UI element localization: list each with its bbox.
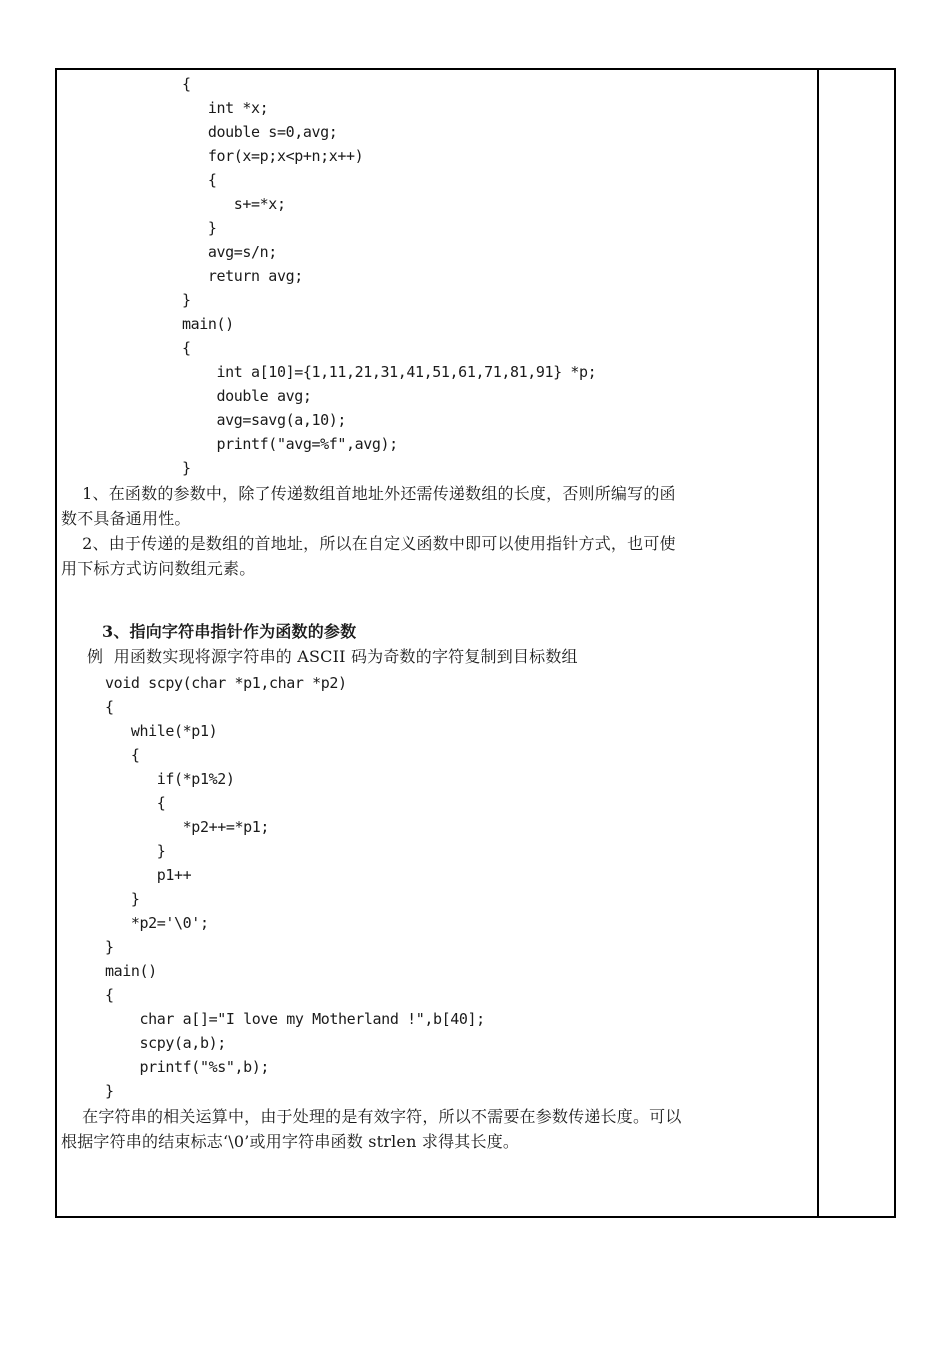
code-line: scpy(a,b); (105, 1034, 226, 1052)
section-heading: 3、指向字符串指针作为函数的参数 (102, 622, 357, 641)
code-line: void scpy(char *p1,char *p2) (105, 674, 347, 692)
paragraph-line: 用下标方式访问数组元素。 (61, 559, 256, 578)
side-column-divider (817, 70, 819, 1216)
code-line: avg=s/n; (182, 243, 277, 261)
code-line: { (105, 986, 114, 1004)
code-line: avg=savg(a,10); (182, 411, 346, 429)
code-line: main() (105, 962, 157, 980)
code-line: printf("avg=%f",avg); (182, 435, 398, 453)
code-line: } (105, 938, 114, 956)
code-line: { (105, 746, 140, 764)
code-line: if(*p1%2) (105, 770, 235, 788)
code-line: } (182, 219, 217, 237)
code-line: for(x=p;x<p+n;x++) (182, 147, 364, 165)
code-line: printf("%s",b); (105, 1058, 269, 1076)
code-line: } (182, 291, 191, 309)
code-line: { (105, 698, 114, 716)
code-line: *p2++=*p1; (105, 818, 269, 836)
code-line: while(*p1) (105, 722, 218, 740)
code-line: int *x; (182, 99, 269, 117)
paragraph-line: 1、在函数的参数中，除了传递数组首地址外还需传递数组的长度，否则所编写的函 (61, 484, 676, 503)
code-line: } (105, 1082, 114, 1100)
code-line: p1++ (105, 866, 192, 884)
code-line: { (182, 171, 217, 189)
code-line: *p2='\0'; (105, 914, 209, 932)
code-line: double avg; (182, 387, 312, 405)
code-line: } (105, 890, 140, 908)
code-line: main() (182, 315, 234, 333)
paragraph-line: 根据字符串的结束标志‘\0’或用字符串函数 strlen 求得其长度。 (61, 1132, 520, 1151)
code-line: int a[10]={1,11,21,31,41,51,61,71,81,91} *p; (182, 363, 597, 381)
code-line: { (105, 794, 166, 812)
code-line: s+=*x; (182, 195, 286, 213)
paragraph-line: 在字符串的相关运算中，由于处理的是有效字符，所以不需要在参数传递长度。可以 (61, 1107, 682, 1126)
paragraph-line: 2、由于传递的是数组的首地址，所以在自定义函数中即可以使用指针方式，也可使 (61, 534, 676, 553)
document-table (55, 68, 896, 1218)
code-line: } (105, 842, 166, 860)
code-line: double s=0,avg; (182, 123, 338, 141)
paragraph-line: 数不具备通用性。 (61, 509, 191, 528)
example-description: 例 用函数实现将源字符串的 ASCII 码为奇数的字符复制到目标数组 (87, 647, 578, 666)
code-line: { (182, 75, 191, 93)
code-line: } (182, 459, 191, 477)
code-line: char a[]="I love my Motherland !",b[40]; (105, 1010, 485, 1028)
code-line: { (182, 339, 191, 357)
code-line: return avg; (182, 267, 303, 285)
